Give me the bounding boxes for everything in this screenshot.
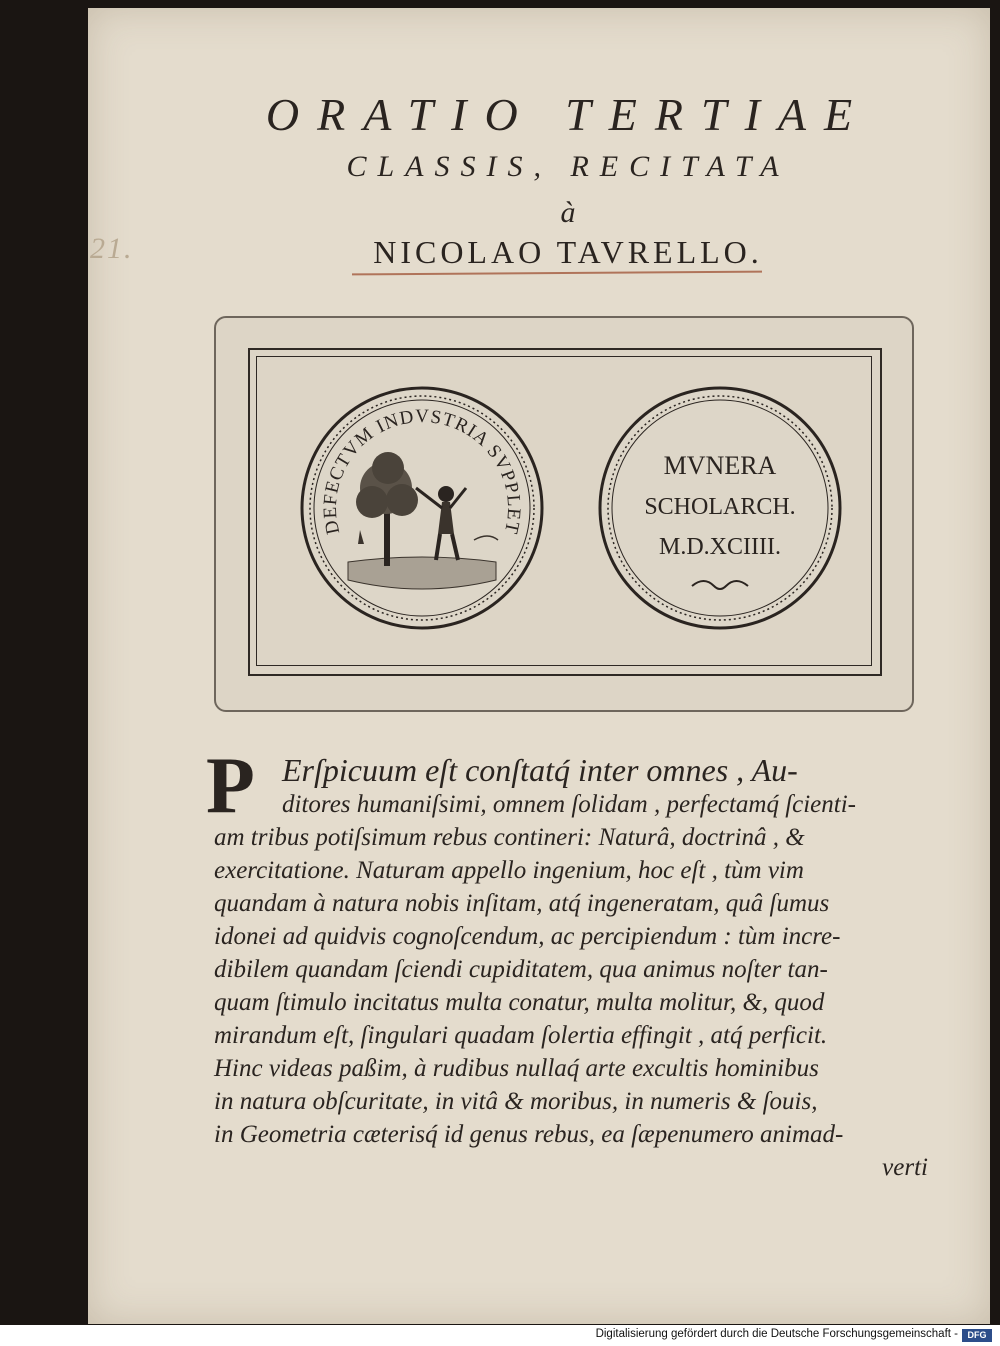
- text-line: Hinc videas paßim, à rudibus nullaq́ arte excultis hominibus: [214, 1055, 819, 1082]
- text-line: Erſpicuum eſt conſtatq́ inter omnes , Au-: [282, 752, 798, 788]
- body-text: [206, 742, 934, 1184]
- text-line: mirandum eſt, ſingulari quadam ſolertia effingit , atq́ perficit.: [214, 1022, 828, 1049]
- text-line: am tribus potiſsimum rebus contineri: Naturâ, doctrinâ , &: [214, 824, 805, 851]
- funding-credit: Digitalisierung gefördert durch die Deutsche Forschungsgemeinschaft -: [595, 1328, 958, 1340]
- medal-obverse: [298, 384, 546, 632]
- heading-line-1: ORATIO TERTIAE: [265, 89, 871, 140]
- heading-line-3: à: [560, 196, 576, 229]
- text-line: dibilem quandam ſciendi cupiditatem, qua animus noſter tan-: [214, 956, 828, 983]
- medal-legend-text: DEFECTVM INDVSTRIA SVPPLET: [319, 406, 525, 537]
- margin-note: 21.: [90, 232, 134, 265]
- catchword: verti: [882, 1154, 928, 1181]
- text-line: idonei ad quidvis cognoſcendum, ac percipiendum : tùm incre-: [214, 923, 841, 950]
- dfg-logo[interactable]: DFG: [962, 1329, 992, 1342]
- heading-underline: [352, 271, 762, 276]
- medal-engraving-plate: [214, 316, 914, 712]
- medal-reverse: [596, 384, 844, 632]
- text-line: in natura obſcuritate, in vitâ & moribus, in numeris & ſouis,: [214, 1088, 818, 1115]
- heading-line-4: NICOLAO TAVRELLO.: [373, 234, 763, 270]
- text-line: exercitatione. Naturam appello ingenium, hoc eſt , tùm vim: [214, 857, 804, 884]
- text-line: in Geometria cæterisq́ id genus rebus, ea ſæpenumero animad-: [214, 1121, 844, 1148]
- medal-inscription-line-1: MVNERA: [663, 451, 777, 480]
- medal-inscription-line-3: M.D.XCIIII.: [659, 534, 781, 560]
- text-line: quandam à natura nobis inſitam, atq́ ingeneratam, quâ ſumus: [214, 890, 830, 917]
- medal-inscription-line-2: SCHOLARCH.: [644, 494, 796, 520]
- book-page: [88, 8, 990, 1324]
- heading-line-2: CLASSIS, RECITATA: [346, 150, 790, 183]
- text-line: quam ſtimulo incitatus multa conatur, multa molitur, &, quod: [214, 989, 825, 1016]
- footer-bar: [0, 1325, 1000, 1346]
- drop-cap: P: [206, 742, 255, 830]
- text-line: ditores humaniſsimi, omnem ſolidam , perfectamq́ ſcienti-: [282, 791, 856, 818]
